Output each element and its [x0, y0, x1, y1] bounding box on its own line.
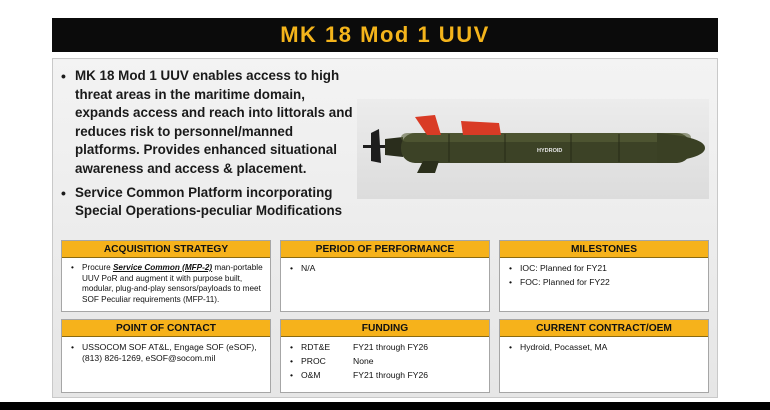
propeller-mark: [371, 129, 381, 163]
tail-fin-mark: [415, 115, 441, 135]
acquisition-text-post: man-portable UUV PoR and augment it with purpose built, modular, plug-and-play sensors/payloads to meet SOF Peculiar requirements (MFP-11).: [82, 263, 263, 304]
funding-value: FY21 through FY26: [353, 342, 429, 352]
nose-mark: [657, 133, 705, 163]
funding-row: [289, 356, 483, 367]
hull-highlight-mark: [401, 133, 691, 142]
summary-bullet: • Service Common Platform incorporating Special Operations-peculiar Modifications: [59, 184, 359, 221]
funding-value: None: [353, 356, 374, 366]
milestone-item: • FOC: Planned for FY22: [508, 277, 702, 288]
funding-box: [280, 319, 490, 393]
acquisition-strategy-box: [61, 240, 271, 312]
funding-label: • PROC: [301, 356, 326, 366]
summary-bullets: [59, 67, 359, 226]
milestones-header: MILESTONES: [500, 241, 708, 258]
hull-marking: HYDROID: [537, 148, 563, 154]
funding-value: FY21 through FY26: [353, 370, 429, 380]
point-of-contact-box: [61, 319, 271, 393]
acquisition-text-pre: Procure: [82, 263, 113, 272]
title-bar: [52, 18, 718, 52]
funding-row: [289, 370, 483, 381]
period-item: • N/A: [289, 263, 483, 274]
content-panel: [52, 58, 718, 398]
bottom-rule: [0, 402, 770, 410]
contract-item: • Hydroid, Pocasset, MA: [508, 342, 702, 353]
acquisition-strategy-header: ACQUISITION STRATEGY: [62, 241, 270, 258]
current-contract-box: [499, 319, 709, 393]
acquisition-text-emphasis: Service Common (MFP-2): [112, 263, 213, 272]
funding-row: [289, 342, 483, 353]
milestone-item: • IOC: Planned for FY21: [508, 263, 702, 274]
uuv-illustration: [357, 99, 709, 199]
period-of-performance-header: PERIOD OF PERFORMANCE: [281, 241, 489, 258]
tail-cone-mark: [385, 137, 403, 157]
milestones-box: [499, 240, 709, 312]
funding-label: • O&M: [301, 370, 321, 380]
contact-item: • USSOCOM SOF AT&L, Engage SOF (eSOF), (813) 826-1269, eSOF@socom.mil: [70, 342, 264, 364]
acquisition-strategy-item: [70, 263, 264, 305]
funding-header: FUNDING: [281, 320, 489, 337]
current-contract-header: CURRENT CONTRACT/OEM: [500, 320, 708, 337]
funding-label: • RDT&E: [301, 342, 331, 352]
period-of-performance-box: [280, 240, 490, 312]
uuv-image: [357, 99, 709, 199]
page-title: MK 18 Mod 1 UUV: [280, 22, 490, 47]
sail-fin-mark: [461, 121, 501, 135]
point-of-contact-header: POINT OF CONTACT: [62, 320, 270, 337]
summary-bullet: • MK 18 Mod 1 UUV enables access to high threat areas in the maritime domain, expands access and reach into littorals and reduces risk to personnel/manned platforms. Provides enhanced situational awareness and access & placement.: [59, 67, 359, 179]
